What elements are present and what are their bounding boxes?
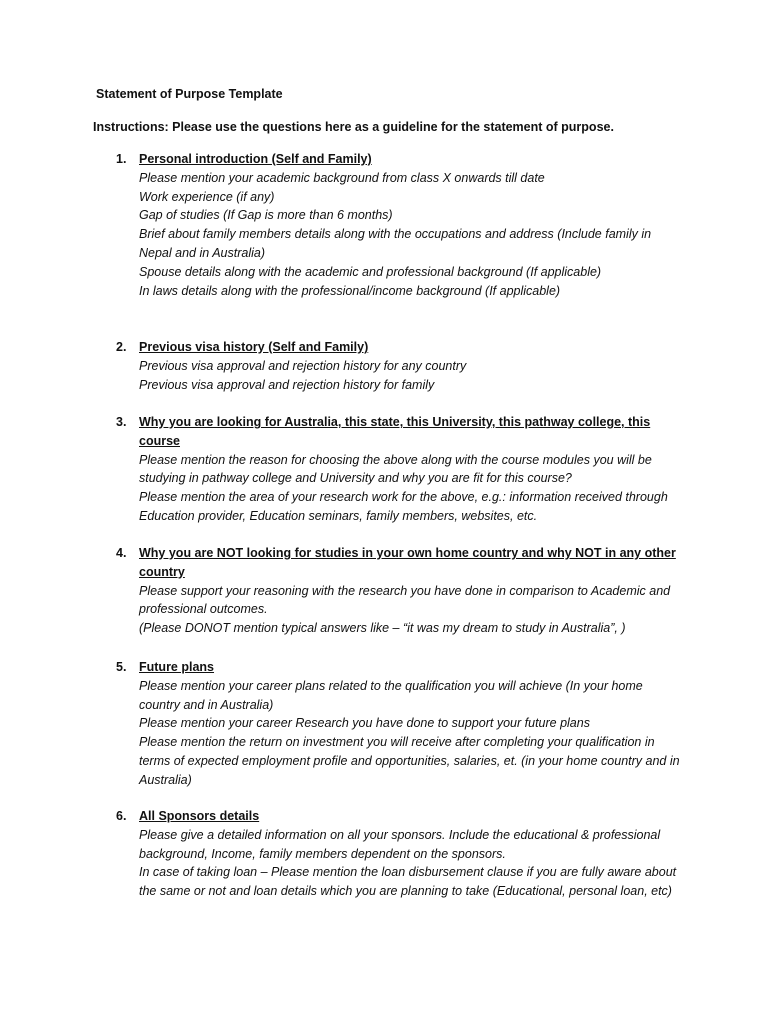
section-guideline: (Please DONOT mention typical answers like – “it was my dream to study in Australia”, ): [139, 621, 626, 636]
section-heading: All Sponsors details: [139, 809, 260, 823]
section-guideline: Please support your reasoning with the research you have done in comparison to Academic and professional outcomes.: [139, 583, 671, 617]
section-guideline: Brief about family members details along with the occupations and address (Include family in Nepal and in Australia): [139, 227, 652, 260]
section-guideline: Please mention your career Research you have done to support your future plans: [139, 716, 590, 731]
section-body: [139, 150, 687, 300]
section-body: [139, 807, 687, 901]
section-body: [139, 338, 687, 394]
section-heading: Future plans: [139, 660, 215, 674]
section-heading: Why you are looking for Australia, this state, this University, this pathway college, this course: [139, 415, 651, 448]
section-guideline: Please mention your academic background from class X onwards till date: [139, 170, 545, 185]
section-body: [139, 413, 687, 526]
section-guideline: In laws details along with the professional/income background (If applicable): [139, 283, 561, 298]
document-title: Statement of Purpose Template: [96, 87, 283, 101]
section-guideline: Please mention the area of your research work for the above, e.g.: information received through Education provider, Education seminars, family members, websites, etc.: [139, 490, 668, 523]
section-guideline: Please mention the return on investment you will receive after completing your qualification in terms of expected employment profile and opportunities, salaries, et. (in your home country and in Australia): [139, 735, 680, 787]
section-number: 1.: [116, 152, 127, 166]
section-number: 3.: [116, 415, 127, 429]
section-guideline: Spouse details along with the academic and professional background (If applicable): [139, 264, 602, 279]
section-number: 6.: [116, 809, 127, 823]
section-guideline: Please give a detailed information on all your sponsors. Include the educational & professional background, Income, family members dependent on the sponsors.: [139, 827, 661, 861]
section-heading: Personal introduction (Self and Family): [139, 152, 372, 166]
section-guideline: Please mention the reason for choosing the above along with the course modules you will be studying in pathway college and University and why you are fit for this course?: [139, 452, 652, 486]
section-guideline: Previous visa approval and rejection history for any country: [139, 358, 467, 373]
section-guideline: Gap of studies (If Gap is more than 6 months): [139, 208, 393, 223]
section-guideline: In case of taking loan – Please mention the loan disbursement clause if you are fully aware about the same or not and loan details which you are planning to take (Educational, personal loan, etc): [139, 865, 677, 899]
section-guideline: Please mention your career plans related to the qualification you will achieve (In your home country and in Australia): [139, 678, 643, 712]
section-guideline: Previous visa approval and rejection history for family: [139, 377, 435, 392]
document-instructions: Instructions: Please use the questions here as a guideline for the statement of purpose.: [93, 120, 614, 134]
section-number: 5.: [116, 660, 127, 674]
section-heading: Why you are NOT looking for studies in your own home country and why NOT in any other country: [139, 546, 676, 579]
section-guideline: Work experience (if any): [139, 189, 275, 204]
section-heading: Previous visa history (Self and Family): [139, 340, 369, 354]
section-body: [139, 544, 687, 638]
section-number: 2.: [116, 340, 127, 354]
section-number: 4.: [116, 546, 127, 560]
section-body: [139, 658, 687, 790]
